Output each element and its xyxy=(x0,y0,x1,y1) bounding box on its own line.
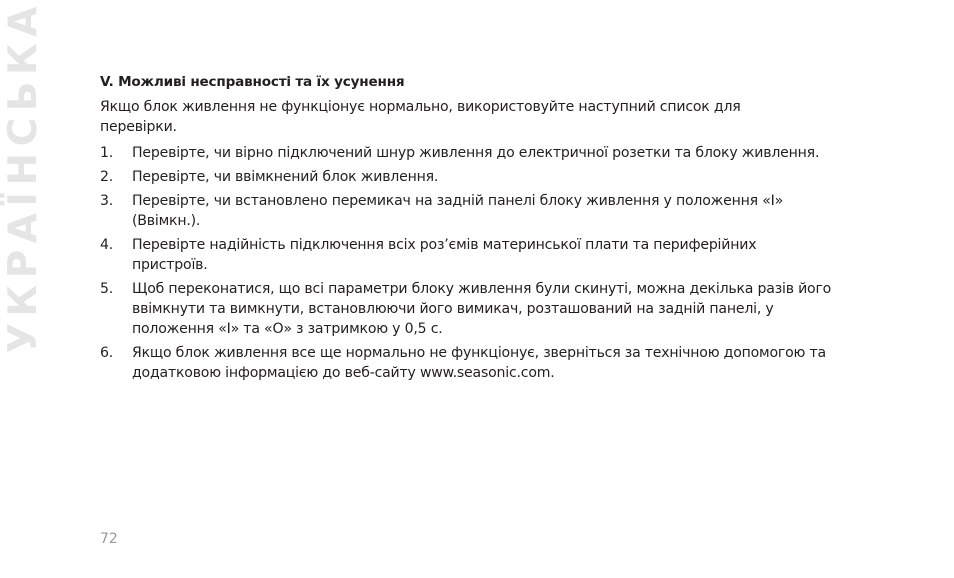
list-item xyxy=(100,343,870,383)
step-number: 4. xyxy=(100,237,114,253)
step-number: 6. xyxy=(100,345,114,361)
step-number: 3. xyxy=(100,193,114,209)
step-number: 2. xyxy=(100,169,114,185)
section-title: V. Можливі несправності та їх усунення xyxy=(100,74,405,90)
list-item xyxy=(100,143,870,163)
step-text: Перевірте надійність підключення всіх роз’ємів материнської плати та периферійних пристроїв. xyxy=(132,237,757,273)
list-item xyxy=(100,191,870,231)
step-text: Перевірте, чи ввімкнений блок живлення. xyxy=(132,169,439,185)
step-text: Якщо блок живлення все ще нормально не функціонує, зверніться за технічною допомогою та додатковою інформацією до веб-сайту www.seasonic.com. xyxy=(132,345,826,381)
step-text: Перевірте, чи вірно підключений шнур живлення до електричної розетки та блоку живлення. xyxy=(132,145,820,161)
language-side-label-text: УКРАЇНСЬКА xyxy=(0,0,46,354)
step-number: 5. xyxy=(100,281,114,297)
step-text: Перевірте, чи встановлено перемикач на задній панелі блоку живлення у положення «I» (Ввімкн.). xyxy=(132,193,784,229)
page-number: 72 xyxy=(100,531,118,547)
step-text: Щоб переконатися, що всі параметри блоку живлення були скинуті, можна декілька разів його ввімкнути та вимкнути, встановлюючи його вимикач, розташований на задній панелі, у положення «I» та «O» з затримкою у 0,5 с. xyxy=(132,281,832,337)
list-item xyxy=(100,167,870,187)
language-side-label xyxy=(0,0,54,354)
step-number: 1. xyxy=(100,145,114,161)
list-item xyxy=(100,279,870,339)
troubleshooting-steps-list xyxy=(100,143,870,383)
troubleshooting-section xyxy=(100,72,870,387)
section-intro: Якщо блок живлення не функціонує нормально, використовуйте наступний список для перевірки. xyxy=(100,99,741,135)
list-item xyxy=(100,235,870,275)
